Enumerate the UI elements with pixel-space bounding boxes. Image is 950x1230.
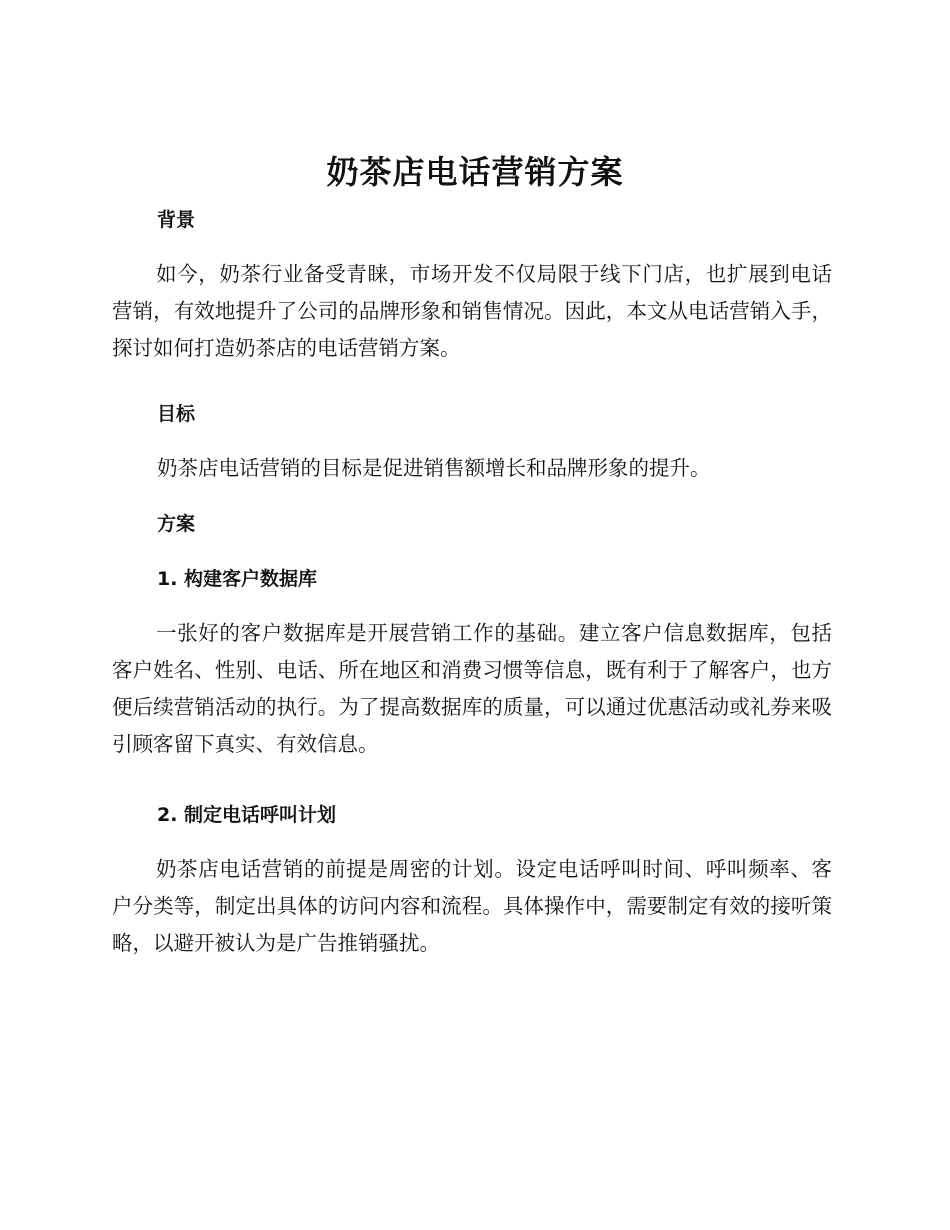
section-heading-background: 背景 <box>157 209 196 231</box>
background-paragraph: 如今，奶茶行业备受青睐，市场开发不仅局限于线下门店，也扩展到电话营销，有效地提升了公司的品牌形象和销售情况。因此，本文从电话营销入手，探讨如何打造奶茶店的电话营销方案。 <box>112 262 832 360</box>
section-heading-goal: 目标 <box>157 403 196 425</box>
section-heading-plan: 方案 <box>157 513 196 535</box>
build-database-paragraph: 一张好的客户数据库是开展营销工作的基础。建立客户信息数据库，包括客户姓名、性别、电话、所在地区和消费习惯等信息，既有利于了解客户，也方便后续营销活动的执行。为了提高数据库的质量，可以通过优惠活动或礼券来吸引顾客留下真实、有效信息。 <box>112 621 832 756</box>
subsection-heading-call-plan: 2. 制定电话呼叫计划 <box>157 804 337 826</box>
subsection-heading-build-database: 1. 构建客户数据库 <box>157 568 318 590</box>
goal-paragraph: 奶茶店电话营销的目标是促进销售额增长和品牌形象的提升。 <box>157 456 711 480</box>
document-title: 奶茶店电话营销方案 <box>326 153 624 191</box>
call-plan-paragraph: 奶茶店电话营销的前提是周密的计划。设定电话呼叫时间、呼叫频率、客户分类等，制定出具体的访问内容和流程。具体操作中，需要制定有效的接听策略，以避开被认为是广告推销骚扰。 <box>112 857 832 955</box>
